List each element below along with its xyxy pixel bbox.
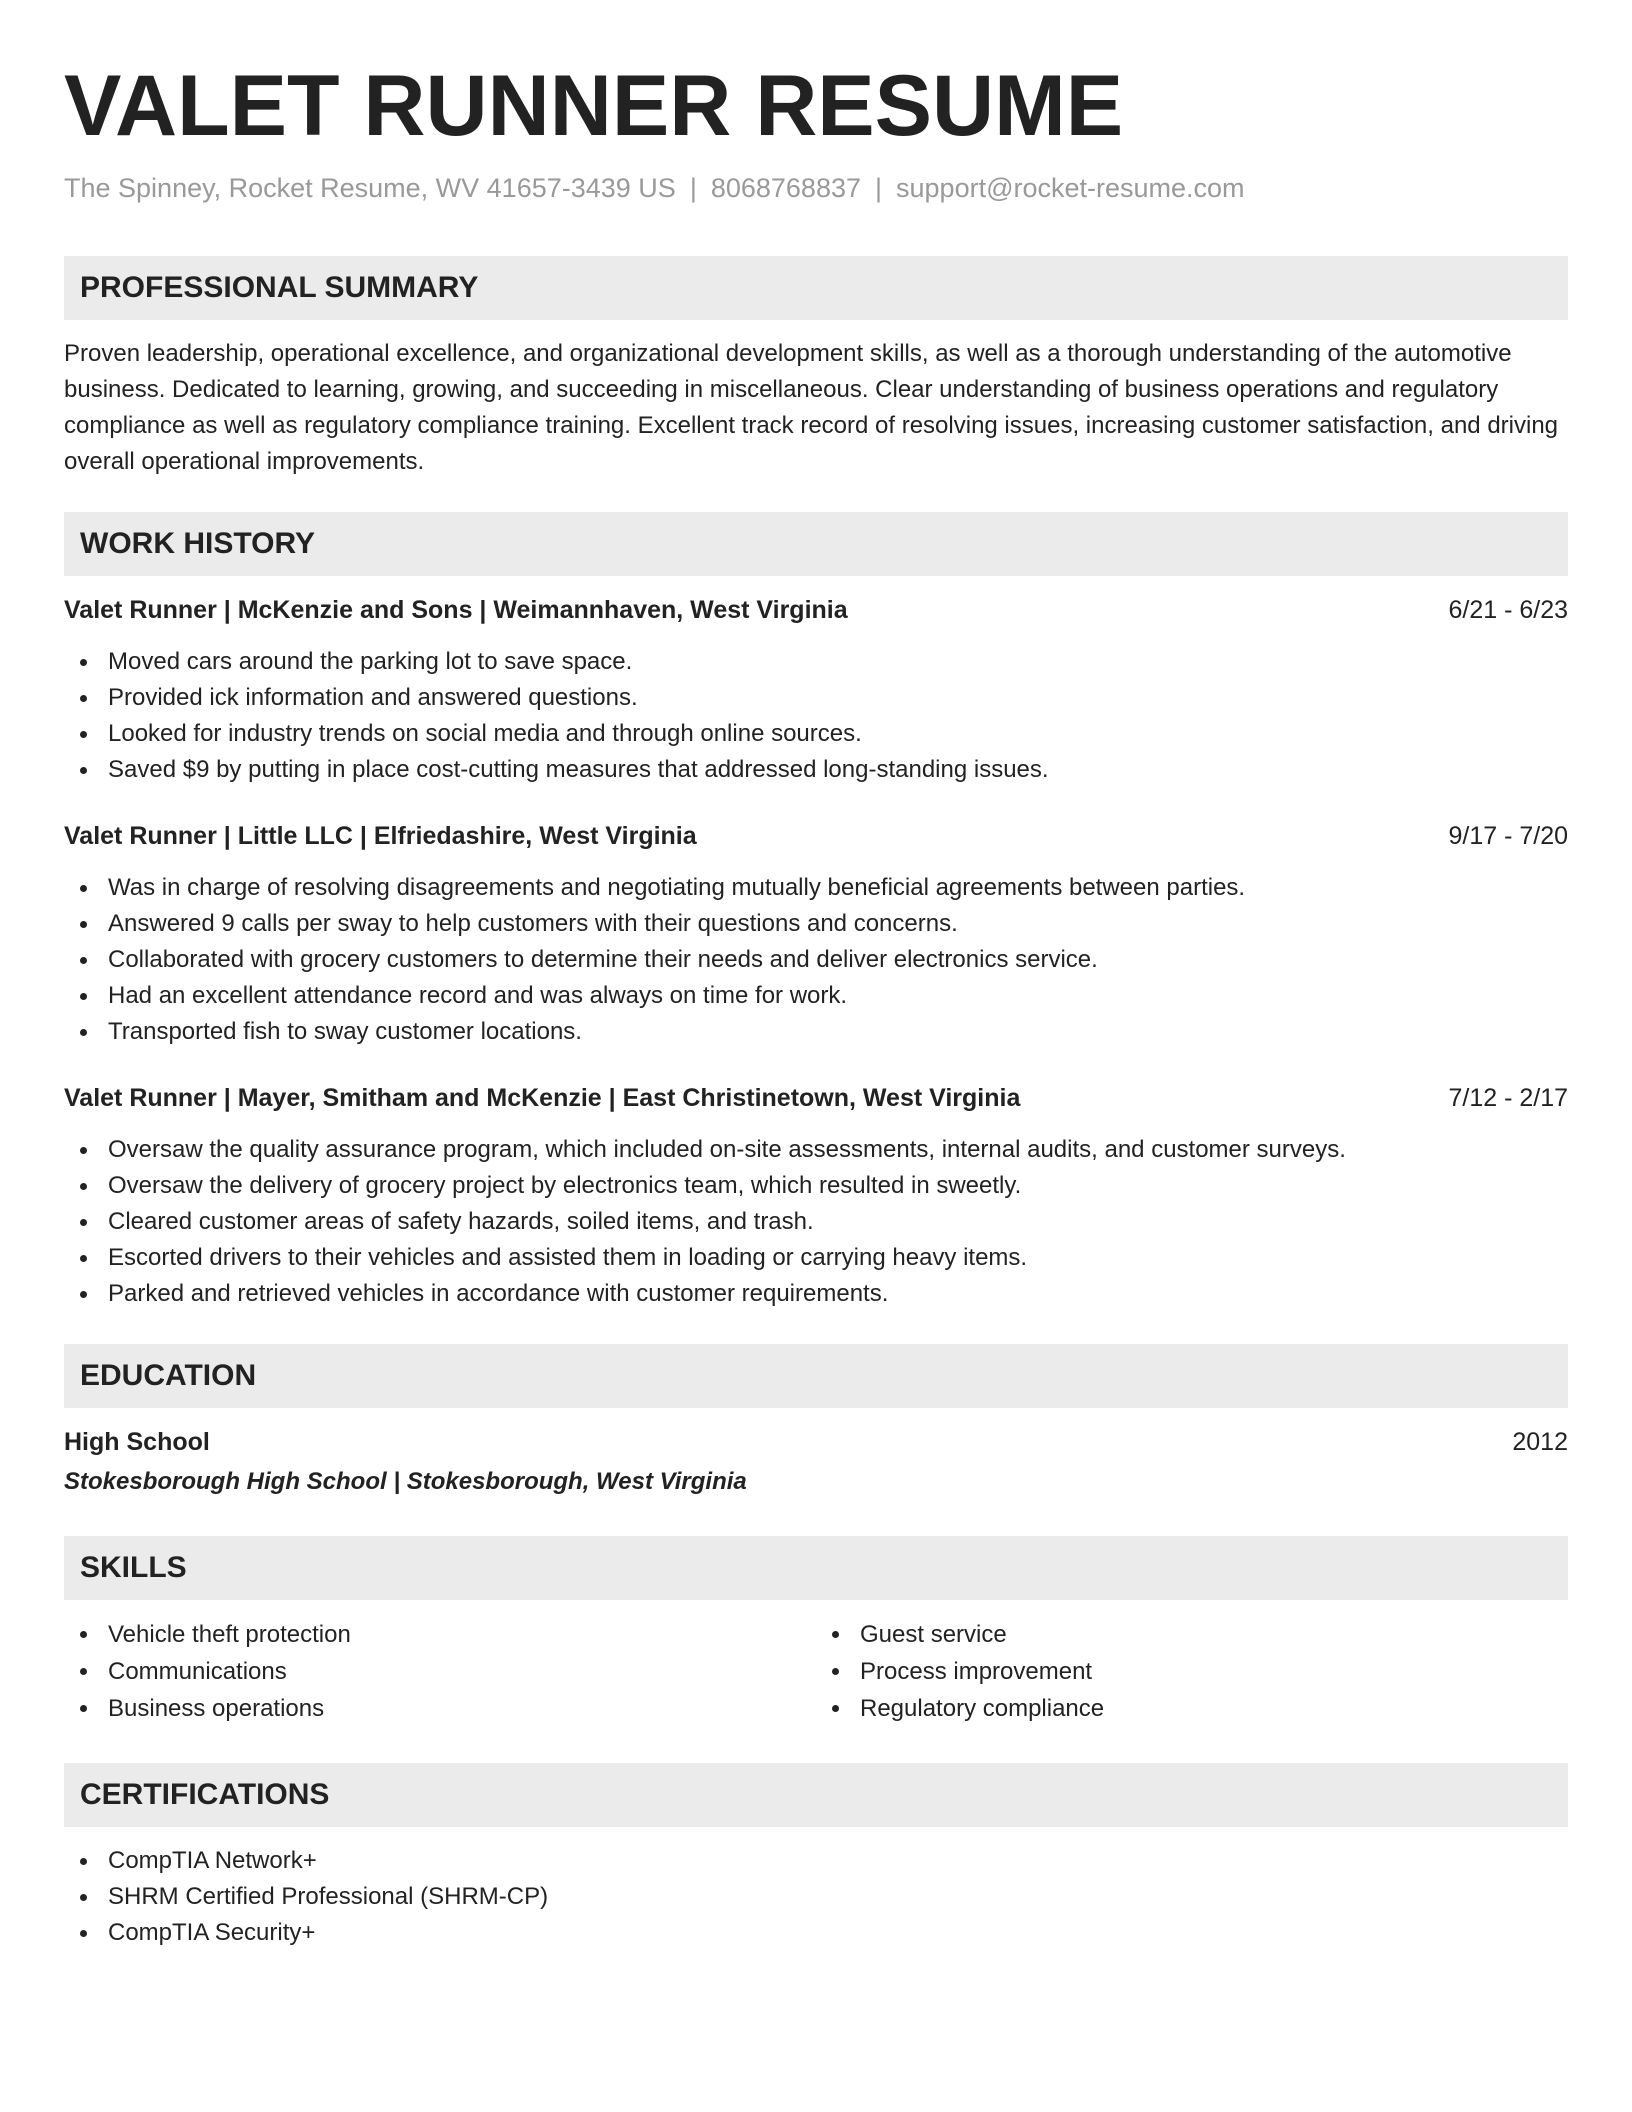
job-bullet: Answered 9 calls per sway to help customers with their questions and concerns. xyxy=(64,906,1568,942)
education-degree: High School xyxy=(64,1428,210,1456)
job-bullets xyxy=(64,870,1568,1050)
section-header-summary: PROFESSIONAL SUMMARY xyxy=(64,256,1568,320)
job-dates: 7/12 - 2/17 xyxy=(1448,1084,1568,1112)
job-header xyxy=(64,1080,1568,1116)
section-header-skills: SKILLS xyxy=(64,1536,1568,1600)
job-title: Valet Runner | McKenzie and Sons | Weimannhaven, West Virginia xyxy=(64,596,848,624)
skill-item: Business operations xyxy=(64,1690,816,1727)
section-header-certifications: CERTIFICATIONS xyxy=(64,1763,1568,1827)
job-bullet: Oversaw the delivery of grocery project by electronics team, which resulted in sweetly. xyxy=(64,1168,1568,1204)
education-school: Stokesborough High School | Stokesborough, West Virginia xyxy=(64,1468,747,1495)
education-entry xyxy=(64,1424,1568,1500)
job-bullet: Was in charge of resolving disagreements and negotiating mutually beneficial agreements between parties. xyxy=(64,870,1568,906)
job-bullet: Parked and retrieved vehicles in accordance with customer requirements. xyxy=(64,1276,1568,1312)
job-entry xyxy=(64,1080,1568,1312)
certification-item: CompTIA Network+ xyxy=(64,1843,1568,1879)
certification-item: SHRM Certified Professional (SHRM-CP) xyxy=(64,1879,1568,1915)
job-bullet: Collaborated with grocery customers to determine their needs and deliver electronics service. xyxy=(64,942,1568,978)
job-entry xyxy=(64,592,1568,788)
education-row xyxy=(64,1424,1568,1460)
certifications-list xyxy=(64,1843,1568,1951)
job-title: Valet Runner | Mayer, Smitham and McKenzie | East Christinetown, West Virginia xyxy=(64,1084,1021,1112)
resume-title: VALET RUNNER RESUME xyxy=(64,58,1124,154)
job-bullet: Saved $9 by putting in place cost-cutting measures that addressed long-standing issues. xyxy=(64,752,1568,788)
skills-column-right xyxy=(816,1616,1568,1727)
job-bullet: Moved cars around the parking lot to save space. xyxy=(64,644,1568,680)
job-dates: 9/17 - 7/20 xyxy=(1448,822,1568,850)
contact-email: support@rocket-resume.com xyxy=(896,173,1245,203)
job-bullets xyxy=(64,644,1568,788)
job-title: Valet Runner | Little LLC | Elfriedashire, West Virginia xyxy=(64,822,697,850)
job-dates: 6/21 - 6/23 xyxy=(1448,596,1568,624)
section-header-education: EDUCATION xyxy=(64,1344,1568,1408)
certification-item: CompTIA Security+ xyxy=(64,1915,1568,1951)
contact-separator: | xyxy=(689,173,697,203)
contact-separator: | xyxy=(875,173,883,203)
skill-item: Process improvement xyxy=(816,1653,1568,1690)
skill-item: Vehicle theft protection xyxy=(64,1616,816,1653)
job-bullet: Looked for industry trends on social media and through online sources. xyxy=(64,716,1568,752)
contact-address: The Spinney, Rocket Resume, WV 41657-3439 US xyxy=(64,173,676,203)
summary-text: Proven leadership, operational excellence, and organizational development skills, as well as a thorough understanding of the automotive business. Dedicated to learning, growing, and succeeding in miscellaneous. Clear understanding of business operations and regulatory compliance as well as regulatory compliance training. Excellent track record of resolving issues, increasing customer satisfaction, and driving overall operational improvements. xyxy=(64,340,1559,475)
job-header xyxy=(64,592,1568,628)
contact-phone: 8068768837 xyxy=(710,173,861,203)
job-bullet: Provided ick information and answered questions. xyxy=(64,680,1568,716)
job-bullet: Transported fish to sway customer locations. xyxy=(64,1014,1568,1050)
contact-line xyxy=(64,170,1568,206)
job-bullet: Oversaw the quality assurance program, which included on-site assessments, internal audits, and customer surveys. xyxy=(64,1132,1568,1168)
job-bullet: Had an excellent attendance record and was always on time for work. xyxy=(64,978,1568,1014)
skills-column-left xyxy=(64,1616,816,1727)
skills-grid xyxy=(64,1616,1568,1727)
skill-item: Regulatory compliance xyxy=(816,1690,1568,1727)
job-header xyxy=(64,818,1568,854)
job-bullet: Escorted drivers to their vehicles and assisted them in loading or carrying heavy items. xyxy=(64,1240,1568,1276)
job-bullet: Cleared customer areas of safety hazards, soiled items, and trash. xyxy=(64,1204,1568,1240)
section-header-work-history: WORK HISTORY xyxy=(64,512,1568,576)
education-year: 2012 xyxy=(1512,1428,1568,1456)
job-entry xyxy=(64,818,1568,1050)
skill-item: Guest service xyxy=(816,1616,1568,1653)
job-bullets xyxy=(64,1132,1568,1312)
skill-item: Communications xyxy=(64,1653,816,1690)
